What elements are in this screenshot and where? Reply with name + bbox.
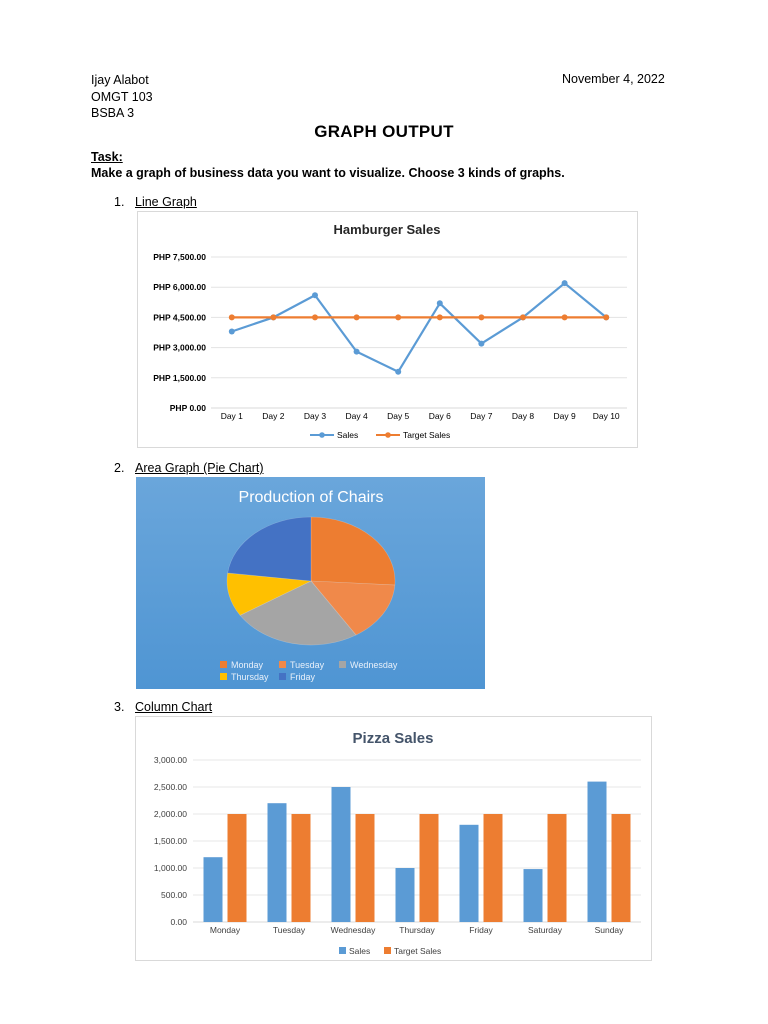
- data-point: [312, 314, 318, 320]
- data-point: [395, 369, 401, 375]
- data-point: [478, 341, 484, 347]
- section-3-heading: [114, 700, 212, 714]
- legend-label: Sales: [337, 430, 359, 440]
- y-tick-label: 1,000.00: [153, 863, 187, 873]
- pie-chart: [136, 477, 485, 689]
- course-code: OMGT 103: [91, 89, 153, 104]
- column-chart: [135, 716, 652, 961]
- data-point: [520, 314, 526, 320]
- bar-sales: [268, 803, 287, 922]
- section-number: 3.: [114, 700, 125, 714]
- section-label: Column Chart: [135, 700, 213, 714]
- y-tick-label: PHP 4,500.00: [153, 312, 206, 323]
- bar-target-sales: [356, 814, 375, 922]
- x-tick-label: Sunday: [594, 925, 624, 935]
- y-tick-label: PHP 0.00: [169, 403, 206, 413]
- y-tick-label: 0.00: [170, 917, 187, 927]
- bar-target-sales: [292, 814, 311, 922]
- y-tick-label: PHP 7,500.00: [153, 252, 206, 262]
- bar-sales: [204, 857, 223, 922]
- legend-swatch: [220, 673, 227, 680]
- bar-target-sales: [484, 814, 503, 922]
- bar-sales: [524, 869, 543, 922]
- document-date: November 4, 2022: [562, 72, 665, 86]
- task-text: Make a graph of business data you want to visualize. Choose 3 kinds of graphs.: [91, 166, 565, 180]
- line-chart: [137, 211, 638, 448]
- legend-label: Friday: [290, 672, 316, 682]
- section-label: Line Graph: [135, 195, 197, 209]
- legend-swatch: [339, 661, 346, 668]
- x-tick-label: Day 3: [303, 411, 327, 421]
- x-tick-label: Day 7: [470, 411, 493, 421]
- x-tick-label: Day 8: [511, 411, 535, 421]
- x-tick-label: Day 6: [428, 411, 451, 421]
- x-tick-label: Wednesday: [330, 925, 376, 935]
- data-point: [562, 280, 568, 286]
- legend-swatch: [384, 947, 391, 954]
- bar-target-sales: [228, 814, 247, 922]
- y-tick-label: 1,500.00: [153, 836, 187, 846]
- legend-label: Sales: [349, 946, 371, 956]
- x-tick-label: Day 9: [553, 411, 576, 421]
- data-point: [229, 328, 235, 334]
- chart-title: Production of Chairs: [238, 489, 384, 506]
- y-tick-label: PHP 6,000.00: [153, 282, 206, 293]
- x-tick-label: Monday: [209, 925, 241, 935]
- legend-label: Monday: [231, 660, 264, 670]
- section-label: Area Graph (Pie Chart): [135, 461, 264, 475]
- chart-title: Hamburger Sales: [333, 222, 441, 237]
- bar-target-sales: [612, 814, 631, 922]
- data-point: [229, 314, 235, 320]
- y-tick-label: 2,500.00: [153, 782, 187, 792]
- chart-title: Pizza Sales: [352, 730, 434, 747]
- section-number: 1.: [114, 195, 125, 209]
- data-point: [478, 314, 484, 320]
- data-point: [437, 300, 443, 306]
- data-point: [354, 314, 360, 320]
- data-point: [312, 292, 318, 298]
- page-title: GRAPH OUTPUT: [314, 122, 454, 141]
- x-tick-label: Friday: [469, 925, 493, 935]
- data-point: [395, 314, 401, 320]
- legend-marker: [319, 432, 325, 438]
- legend-label: Tuesday: [290, 660, 325, 670]
- author-block: [91, 72, 153, 122]
- section-1-heading: [114, 195, 197, 209]
- x-tick-label: Tuesday: [272, 925, 306, 935]
- y-tick-label: 500.00: [161, 890, 187, 900]
- y-tick-label: 3,000.00: [153, 755, 187, 765]
- legend-label: Thursday: [231, 672, 269, 682]
- x-tick-label: Day 10: [592, 411, 620, 421]
- legend-label: Target Sales: [403, 430, 451, 440]
- data-point: [354, 349, 360, 355]
- data-point: [603, 314, 609, 320]
- data-point: [562, 314, 568, 320]
- author-name: Ijay Alabot: [91, 73, 149, 87]
- x-tick-label: Day 4: [345, 411, 368, 421]
- x-tick-label: Day 5: [387, 411, 410, 421]
- section-number: 2.: [114, 461, 125, 475]
- data-point: [437, 314, 443, 320]
- x-tick-label: Thursday: [399, 925, 435, 935]
- y-tick-label: 2,000.00: [153, 809, 187, 819]
- bar-target-sales: [548, 814, 567, 922]
- task-label: Task:: [91, 150, 123, 164]
- bar-sales: [460, 825, 479, 922]
- x-tick-label: Day 2: [262, 411, 285, 421]
- section-2-heading: [114, 461, 264, 475]
- legend-label: Target Sales: [394, 946, 442, 956]
- bar-sales: [588, 782, 607, 922]
- legend-swatch: [339, 947, 346, 954]
- legend-swatch: [220, 661, 227, 668]
- data-point: [270, 314, 276, 320]
- legend-label: Wednesday: [350, 660, 398, 670]
- chart-border: [136, 717, 652, 961]
- legend-marker: [385, 432, 391, 438]
- x-tick-label: Saturday: [527, 925, 563, 935]
- section: BSBA 3: [91, 106, 135, 120]
- legend-swatch: [279, 661, 286, 668]
- bar-target-sales: [420, 814, 439, 922]
- y-tick-label: PHP 3,000.00: [153, 342, 206, 353]
- legend-swatch: [279, 673, 286, 680]
- bar-sales: [396, 868, 415, 922]
- bar-sales: [332, 787, 351, 922]
- y-tick-label: PHP 1,500.00: [153, 372, 206, 383]
- x-tick-label: Day 1: [220, 411, 243, 421]
